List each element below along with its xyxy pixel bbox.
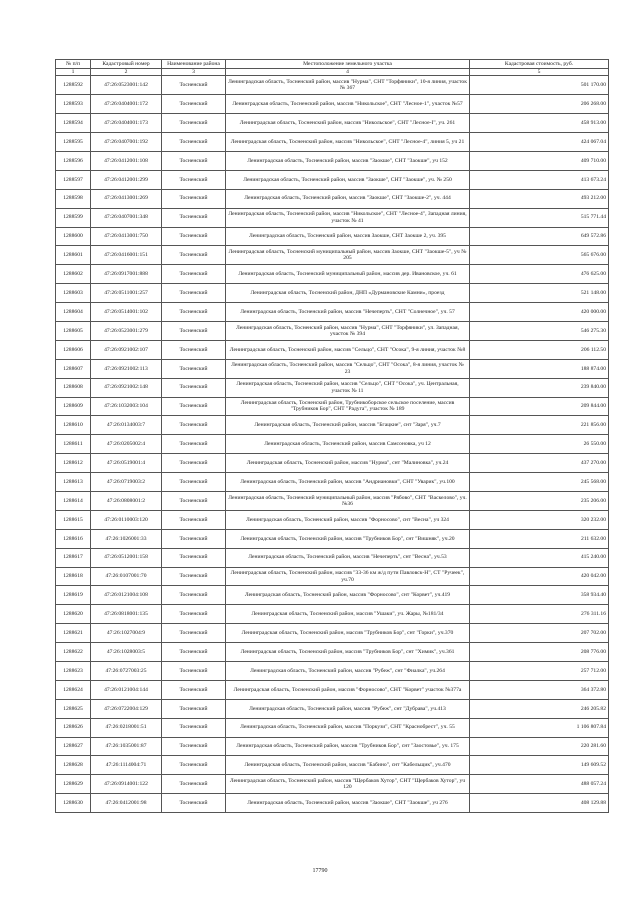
cell-row-number: 1288600 [56, 227, 91, 246]
cell-location: Ленинградская область, Тосненский район, массив "Нечеперть", снт "Весна", уч.53 [226, 548, 470, 567]
cell-cadastral-value: 546 275.30 [470, 321, 609, 340]
cell-cadastral-number: 47:26:1114004:71 [91, 756, 162, 775]
cell-district: Тосненский [162, 227, 226, 246]
table-row [56, 246, 609, 265]
table-row [56, 303, 609, 322]
cell-cadastral-number: 47:26:0727003:25 [91, 662, 162, 681]
table-row [56, 340, 609, 359]
cell-district: Тосненский [162, 737, 226, 756]
cell-cadastral-number: 47:26:0523001:142 [91, 76, 162, 95]
cell-location: Ленинградская область, Тосненский район, массив "Форносово", снт "Весна", уч 324 [226, 510, 470, 529]
cell-cadastral-number: 47:26:1032003:104 [91, 397, 162, 416]
cell-cadastral-value: 420 042.00 [470, 567, 609, 586]
cell-district: Тосненский [162, 718, 226, 737]
table-row [56, 718, 609, 737]
cell-location: Ленинградская область, Тосненский район, массив "Нечеперть", СНТ "Солнечное", уч. 57 [226, 303, 470, 322]
cell-cadastral-value: 211 632.00 [470, 529, 609, 548]
cell-cadastral-number: 47:26:0134003:7 [91, 416, 162, 435]
cell-location: Ленинградская область, Тосненский район, массив "Сельцо", СНТ "Осока", 8-я линия, участок № 23 [226, 359, 470, 378]
cell-location: Ленинградская область, Тосненский район, массив "Щербаков Хутор", СНТ "Щербаков Хутор", уч 120 [226, 775, 470, 794]
cell-cadastral-value: 493 212.00 [470, 189, 609, 208]
table-row [56, 359, 609, 378]
cell-location: Ленинградская область, Тосненский район, массив "Заокше", СНТ "Заокше", уч. № 250 [226, 170, 470, 189]
cell-cadastral-number: 47:26:0719003:2 [91, 473, 162, 492]
table-body [56, 76, 609, 813]
cell-cadastral-value: 649 572.86 [470, 227, 609, 246]
cell-district: Тосненский [162, 548, 226, 567]
cell-district: Тосненский [162, 321, 226, 340]
cell-district: Тосненский [162, 378, 226, 397]
table-row [56, 567, 609, 586]
cell-cadastral-value: 415 240.00 [470, 548, 609, 567]
cell-location: Ленинградская область, Тосненский район, массив "Трубников Бор", снт "Вишняк", уч.20 [226, 529, 470, 548]
cell-row-number: 1288598 [56, 189, 91, 208]
cell-district: Тосненский [162, 454, 226, 473]
cell-location: Ленинградская область, Тосненский район, массив "Никольское", СНТ "Лесное-4", Западная линия, участок № 41 [226, 208, 470, 227]
cell-location: Ленинградская область, Тосненский муниципальный район, массив "Рябово", СНТ "Васкелово", уч. №36 [226, 492, 470, 511]
table-row [56, 76, 609, 95]
cell-cadastral-number: 47:26:0412001:299 [91, 170, 162, 189]
cell-cadastral-value: 1 106 807.84 [470, 718, 609, 737]
cell-location: Ленинградская область, Тосненский район, массив "Ушаки", уч. Жары, №181/34 [226, 605, 470, 624]
table-row [56, 151, 609, 170]
cell-cadastral-value: 245 568.00 [470, 473, 609, 492]
cell-row-number: 1288608 [56, 378, 91, 397]
cell-location: Ленинградская область, Тосненский район, массив "Андриановки", СНТ "Уварик", уч.100 [226, 473, 470, 492]
cell-district: Тосненский [162, 529, 226, 548]
table-row [56, 756, 609, 775]
cell-cadastral-value: 239 840.00 [470, 378, 609, 397]
cell-cadastral-number: 47:26:0413001:269 [91, 189, 162, 208]
table-row [56, 699, 609, 718]
cell-district: Тосненский [162, 76, 226, 95]
cell-location: Ленинградская область, Тосненский район, массив "Трубников Бор", снт "Горки", уч.370 [226, 624, 470, 643]
cell-location: Ленинградская область, Тосненский район, массив "Сельцо", СНТ "Осока", 9-я линия, участок №8 [226, 340, 470, 359]
table-row [56, 586, 609, 605]
cell-cadastral-value: 408 129.88 [470, 794, 609, 813]
cell-district: Тосненский [162, 605, 226, 624]
cell-cadastral-value: 220 281.60 [470, 737, 609, 756]
cell-district: Тосненский [162, 340, 226, 359]
cell-cadastral-value: 221 856.00 [470, 416, 609, 435]
cell-cadastral-value: 437 270.00 [470, 454, 609, 473]
cell-location: Ленинградская область, Тосненский район, массив "Бабино", снт "Кабельщик", уч.470 [226, 756, 470, 775]
cell-district: Тосненский [162, 756, 226, 775]
cell-district: Тосненский [162, 586, 226, 605]
cell-cadastral-number: 47:26:0921002:148 [91, 378, 162, 397]
cell-cadastral-value: 501 170.00 [470, 76, 609, 95]
cell-row-number: 1288602 [56, 265, 91, 284]
table-row [56, 435, 609, 454]
cell-cadastral-value: 149 609.52 [470, 756, 609, 775]
cell-cadastral-value: 206 112.50 [470, 340, 609, 359]
table-row [56, 643, 609, 662]
cell-district: Тосненский [162, 775, 226, 794]
cell-cadastral-value: 420 000.00 [470, 303, 609, 322]
cell-row-number: 1288601 [56, 246, 91, 265]
cell-cadastral-number: 47:26:0407001:348 [91, 208, 162, 227]
header-cell-value: Кадастровая стоимость, руб. [470, 60, 609, 69]
cell-location: Ленинградская область, Тосненский район, массив "Сельцо", СНТ "Осока", уч. Центральная, участок № 11 [226, 378, 470, 397]
table-row [56, 510, 609, 529]
column-number: 2 [91, 69, 162, 76]
cell-district: Тосненский [162, 510, 226, 529]
cell-row-number: 1288594 [56, 114, 91, 133]
cell-row-number: 1288592 [56, 76, 91, 95]
cell-cadastral-number: 47:26:1027004:9 [91, 624, 162, 643]
cell-cadastral-number: 47:26:0808001:2 [91, 492, 162, 511]
cell-cadastral-value: 206 268.00 [470, 95, 609, 114]
cell-location: Ленинградская область, Тосненский район, массив "Рубеж", снт "Фиалка", уч.264 [226, 662, 470, 681]
cell-district: Тосненский [162, 397, 226, 416]
cell-row-number: 1288605 [56, 321, 91, 340]
cell-district: Тосненский [162, 662, 226, 681]
column-number: 5 [470, 69, 609, 76]
column-number: 1 [56, 69, 91, 76]
cell-location: Ленинградская область, Тосненский район, массив Заокше, СНТ Заокше 2, уч. 395 [226, 227, 470, 246]
table-row [56, 95, 609, 114]
cell-cadastral-value: 565 676.00 [470, 246, 609, 265]
header-cell-cadastral: Кадастровый номер [91, 60, 162, 69]
cell-cadastral-number: 47:26:0514001:102 [91, 303, 162, 322]
header-cell-district: Наименование района [162, 60, 226, 69]
cell-district: Тосненский [162, 643, 226, 662]
cell-location: Ленинградская область, Тосненский район, массив "Форносово", снт "Корвет", уч.419 [226, 586, 470, 605]
cell-location: Ленинградская область, Тосненский район, массив "Никольское", СНТ "Лесное-4", линия 5, уч 21 [226, 133, 470, 152]
cell-district: Тосненский [162, 435, 226, 454]
cell-cadastral-number: 47:26:0921002:107 [91, 340, 162, 359]
cell-cadastral-number: 47:26:0121004:108 [91, 586, 162, 605]
cell-location: Ленинградская область, Тосненский район, массив "Трубников Бор", снт "Заостовье", уч. 175 [226, 737, 470, 756]
cell-cadastral-number: 47:26:0818001:135 [91, 605, 162, 624]
cell-row-number: 1288595 [56, 133, 91, 152]
table-row [56, 114, 609, 133]
cell-row-number: 1288599 [56, 208, 91, 227]
page-number: 17790 [312, 868, 328, 874]
table-row [56, 737, 609, 756]
cell-row-number: 1288626 [56, 718, 91, 737]
cell-row-number: 1288596 [56, 151, 91, 170]
cell-location: Ленинградская область, Тосненский район, массив "Нурма", СНТ "Торфяники", ул. Западная, участок № 394 [226, 321, 470, 340]
cell-row-number: 1288610 [56, 416, 91, 435]
table-row [56, 397, 609, 416]
cell-cadastral-number: 47:26:0722004:129 [91, 699, 162, 718]
cell-location: Ленинградская область, Тосненский район, массив "Форносово", СНТ "Корвет" участок №377а [226, 680, 470, 699]
table-row [56, 605, 609, 624]
cell-cadastral-number: 47:26:0914001:122 [91, 775, 162, 794]
table-row [56, 775, 609, 794]
cell-district: Тосненский [162, 794, 226, 813]
header-cell-number: № п/п [56, 60, 91, 69]
cell-cadastral-value: 207 702.00 [470, 624, 609, 643]
cell-district: Тосненский [162, 170, 226, 189]
cell-cadastral-number: 47:26:0416001:151 [91, 246, 162, 265]
cell-cadastral-value: 358 934.40 [470, 586, 609, 605]
cell-cadastral-value: 209 844.00 [470, 397, 609, 416]
cell-district: Тосненский [162, 699, 226, 718]
cell-location: Ленинградская область, Тосненский муниципальный район, массив Заокше, СНТ "Заокше-5", уч № 205 [226, 246, 470, 265]
cell-cadastral-value: 409 710.00 [470, 151, 609, 170]
cell-location: Ленинградская область, Тосненский район, массив "Никольское", СНТ "Лесное-1", участок №57 [226, 95, 470, 114]
cell-row-number: 1288617 [56, 548, 91, 567]
cell-cadastral-number: 47:26:0412001:108 [91, 151, 162, 170]
cell-cadastral-number: 47:26:0921002:113 [91, 359, 162, 378]
table-row [56, 529, 609, 548]
cell-cadastral-value: 276 311.16 [470, 605, 609, 624]
table-row [56, 284, 609, 303]
cell-cadastral-value: 476 625.00 [470, 265, 609, 284]
cell-row-number: 1288625 [56, 699, 91, 718]
cell-district: Тосненский [162, 567, 226, 586]
cell-cadastral-number: 47:26:0512001:158 [91, 548, 162, 567]
cell-cadastral-number: 47:26:0523001:279 [91, 321, 162, 340]
cell-cadastral-number: 47:26:1026001:33 [91, 529, 162, 548]
cell-row-number: 1288621 [56, 624, 91, 643]
cell-cadastral-value: 257 712.00 [470, 662, 609, 681]
cell-cadastral-number: 47:26:0917001:888 [91, 265, 162, 284]
table-row [56, 170, 609, 189]
cell-location: Ленинградская область, Тосненский район, массив "Поркузи", СНТ "Краснобрест", уч. 55 [226, 718, 470, 737]
cell-row-number: 1288607 [56, 359, 91, 378]
cell-cadastral-value: 424 067.04 [470, 133, 609, 152]
cell-cadastral-value: 208 776.00 [470, 643, 609, 662]
cell-district: Тосненский [162, 284, 226, 303]
table-row [56, 624, 609, 643]
cell-cadastral-value: 26 550.00 [470, 435, 609, 454]
cell-cadastral-value: 320 232.00 [470, 510, 609, 529]
table-row [56, 208, 609, 227]
column-number: 4 [226, 69, 470, 76]
cell-row-number: 1288619 [56, 586, 91, 605]
cell-row-number: 1288623 [56, 662, 91, 681]
cell-row-number: 1288609 [56, 397, 91, 416]
cell-location: Ленинградская область, Тосненский район, массив "Рубеж", снт "Дубрава", уч.413 [226, 699, 470, 718]
cell-district: Тосненский [162, 246, 226, 265]
cell-row-number: 1288612 [56, 454, 91, 473]
cell-cadastral-value: 458 913.00 [470, 114, 609, 133]
cell-cadastral-number: 47:26:0110003:120 [91, 510, 162, 529]
cell-location: Ленинградская область, Тосненский район, массив "Нурма", СНТ "Торфяники", 10-я линия, участок № 367 [226, 76, 470, 95]
cell-location: Ленинградская область, Тосненский район, массив "Заокше", СНТ "Заокше", уч 276 [226, 794, 470, 813]
cell-location: Ленинградская область, Тосненский район, массив "Бгацкие", снт "Заря", уч.7 [226, 416, 470, 435]
cell-cadastral-number: 47:26:0511001:257 [91, 284, 162, 303]
table-row [56, 416, 609, 435]
cell-district: Тосненский [162, 208, 226, 227]
cell-cadastral-number: 47:26:0407001:192 [91, 133, 162, 152]
cell-district: Тосненский [162, 189, 226, 208]
header-cell-location: Местоположение земельного участка [226, 60, 470, 69]
cell-row-number: 1288611 [56, 435, 91, 454]
cell-row-number: 1288613 [56, 473, 91, 492]
cell-district: Тосненский [162, 95, 226, 114]
table-row [56, 548, 609, 567]
cell-row-number: 1288606 [56, 340, 91, 359]
cell-cadastral-value: 521 148.00 [470, 284, 609, 303]
cell-cadastral-value: 515 771.44 [470, 208, 609, 227]
table-row [56, 454, 609, 473]
cell-cadastral-number: 47:26:0413001:750 [91, 227, 162, 246]
column-number: 3 [162, 69, 226, 76]
cell-district: Тосненский [162, 359, 226, 378]
cell-row-number: 1288618 [56, 567, 91, 586]
cell-district: Тосненский [162, 151, 226, 170]
table-row [56, 133, 609, 152]
cell-district: Тосненский [162, 114, 226, 133]
cell-row-number: 1288629 [56, 775, 91, 794]
cell-cadastral-value: 188 874.00 [470, 359, 609, 378]
table-row [56, 321, 609, 340]
cell-cadastral-number: 47:26:0404001:173 [91, 114, 162, 133]
cell-row-number: 1288622 [56, 643, 91, 662]
cell-row-number: 1288593 [56, 95, 91, 114]
cell-cadastral-number: 47:26:0519001:4 [91, 454, 162, 473]
cell-district: Тосненский [162, 473, 226, 492]
cell-row-number: 1288620 [56, 605, 91, 624]
table-row [56, 680, 609, 699]
table-row [56, 662, 609, 681]
cell-location: Ленинградская область, Тосненский район, массив "Трубников Бор", снт "Химик", уч.361 [226, 643, 470, 662]
cell-cadastral-number: 47:26:0107001:70 [91, 567, 162, 586]
cell-location: Ленинградская область, Тосненский район, массив Самсоновка, уч 12 [226, 435, 470, 454]
table-row [56, 378, 609, 397]
cell-location: Ленинградская область, Тосненский район, массив "Никольское", СНТ "Лесное-I", уч. 261 [226, 114, 470, 133]
cell-cadastral-number: 47:26:0205002:4 [91, 435, 162, 454]
cell-district: Тосненский [162, 624, 226, 643]
table-row [56, 473, 609, 492]
cell-row-number: 1288628 [56, 756, 91, 775]
table-row [56, 794, 609, 813]
table-row [56, 492, 609, 511]
cell-location: Ленинградская область, Тосненский муниципальный район, массив дер. Ивановское, уч. 61 [226, 265, 470, 284]
cell-cadastral-value: 235 206.00 [470, 492, 609, 511]
cell-district: Тосненский [162, 265, 226, 284]
cell-location: Ленинградская область, Тосненский район, массив "Заокше", СНТ "Заокше", уч 152 [226, 151, 470, 170]
cell-row-number: 1288615 [56, 510, 91, 529]
cell-row-number: 1288614 [56, 492, 91, 511]
cell-district: Тосненский [162, 416, 226, 435]
cell-location: Ленинградская область, Тосненский район, Трубникоборское сельское поселение, массив "Трубников Бор", СНТ "Радуга", участок № 189 [226, 397, 470, 416]
cadastral-value-table [55, 59, 609, 813]
cell-district: Тосненский [162, 303, 226, 322]
table-row [56, 227, 609, 246]
cell-row-number: 1288627 [56, 737, 91, 756]
cell-row-number: 1288630 [56, 794, 91, 813]
cell-district: Тосненский [162, 133, 226, 152]
column-number-row [56, 69, 609, 76]
cell-location: Ленинградская область, Тосненский район, массив "33-36 км ж/д пути Павловск-Н", СТ "Ручеек", уч.70 [226, 567, 470, 586]
cell-row-number: 1288603 [56, 284, 91, 303]
cell-location: Ленинградская область, Тосненский район, массив "Заокше", СНТ "Заокше-2", уч. 444 [226, 189, 470, 208]
table-row [56, 189, 609, 208]
cell-cadastral-value: 413 673.24 [470, 170, 609, 189]
cell-district: Тосненский [162, 492, 226, 511]
cell-cadastral-number: 47:26:0412001:98 [91, 794, 162, 813]
cell-cadastral-number: 47:26:0404001:172 [91, 95, 162, 114]
cell-location: Ленинградская область, Тосненский район, ДНП «Дурмановские Камни», проезд [226, 284, 470, 303]
cell-cadastral-number: 47:26:1028003:5 [91, 643, 162, 662]
cell-cadastral-number: 47:26:0121004:144 [91, 680, 162, 699]
header-row [56, 60, 609, 69]
cell-cadastral-number: 47:26:1035001:87 [91, 737, 162, 756]
cell-location: Ленинградская область, Тосненский район, массив "Нурма", снт "Малиновка", уч.24 [226, 454, 470, 473]
cell-cadastral-value: 364 372.80 [470, 680, 609, 699]
cell-row-number: 1288604 [56, 303, 91, 322]
cell-cadastral-value: 488 057.24 [470, 775, 609, 794]
cell-district: Тосненский [162, 680, 226, 699]
cell-row-number: 1288624 [56, 680, 91, 699]
cell-cadastral-number: 47:26:0218001:51 [91, 718, 162, 737]
cell-row-number: 1288616 [56, 529, 91, 548]
cell-row-number: 1288597 [56, 170, 91, 189]
cell-cadastral-value: 246 205.82 [470, 699, 609, 718]
table-row [56, 265, 609, 284]
